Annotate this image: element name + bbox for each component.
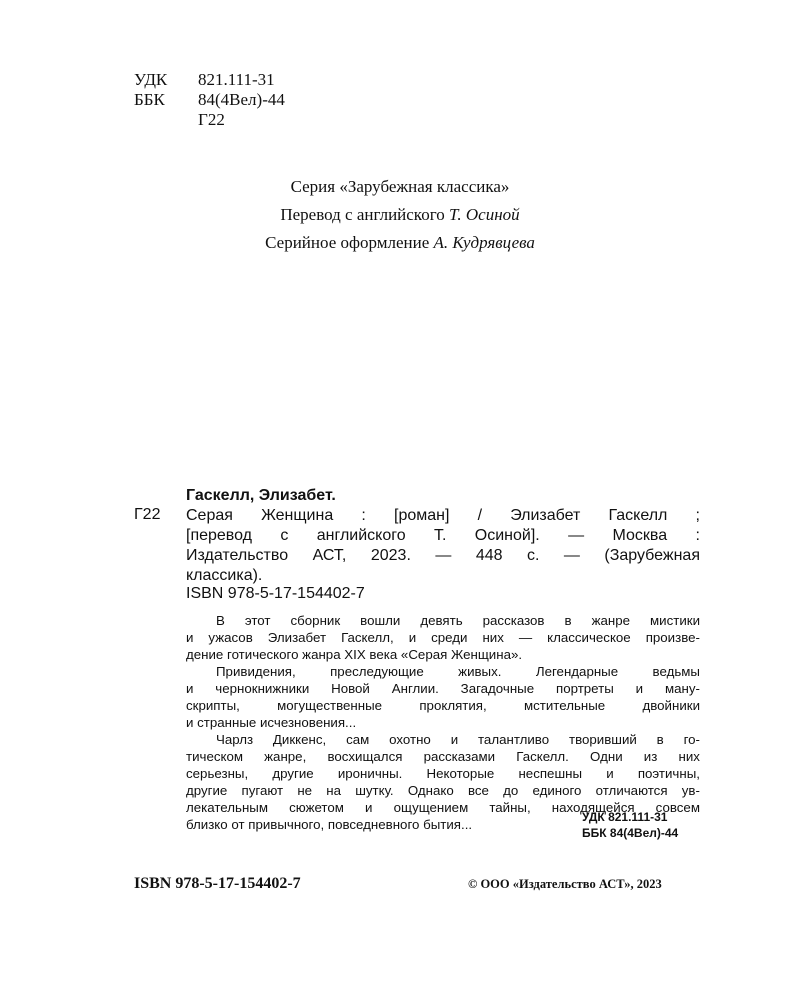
annotation-line: дение готического жанра XIX века «Серая Женщина».	[186, 647, 523, 662]
annotation-line: и чернокнижники Новой Англии. Загадочные портреты и ману-	[186, 681, 700, 696]
annotation-line: другие пугают не на шутку. Однако все до единого отличаются ув-	[186, 783, 700, 798]
annotation-bbk: ББК 84(4Вел)-44	[582, 826, 679, 840]
udk-value: 821.111-31	[198, 70, 275, 89]
annotation-line: близко от привычного, повседневного бытия...	[186, 817, 473, 832]
footer-copyright: © ООО «Издательство АСТ», 2023	[468, 877, 662, 891]
annotation	[186, 612, 700, 833]
translation-line	[0, 205, 800, 225]
bbk-value: 84(4Вел)-44	[198, 90, 285, 109]
annotation-line: лекательным сюжетом и ощущением тайны, находящейся совсем	[186, 800, 700, 815]
author-mark: Г22	[198, 110, 225, 129]
catalog-line: [перевод с английского Т. Осиной]. — Москва :	[186, 527, 700, 544]
design-prefix: Серийное оформление	[265, 233, 430, 252]
bbk-label: ББК	[134, 90, 165, 109]
catalog-line: классика).	[186, 567, 263, 584]
footer-isbn: ISBN 978-5-17-154402-7	[134, 875, 301, 892]
annotation-udk: УДК 821.111-31	[582, 810, 668, 824]
author-mark-row	[134, 110, 285, 130]
catalog-mark: Г22	[134, 506, 161, 523]
translation-prefix: Перевод с английского	[280, 205, 445, 224]
catalog-isbn: ISBN 978-5-17-154402-7	[186, 585, 365, 602]
catalog-line: Серая Женщина : [роман] / Элизабет Гаскелл ;	[186, 507, 700, 524]
bbk-row	[134, 90, 285, 110]
annotation-line: и ужасов Элизабет Гаскелл, и среди них — классическое произве-	[186, 630, 700, 645]
designer-name: А. Кудрявцева	[433, 233, 535, 252]
classification-codes	[134, 70, 285, 130]
catalog-line: Издательство АСТ, 2023. — 448 с. — (Зарубежная	[186, 547, 700, 564]
annotation-line: В этот сборник вошли девять рассказов в жанре мистики	[216, 613, 700, 628]
udk-label: УДК	[134, 70, 168, 89]
series-line	[0, 177, 800, 197]
annotation-codes	[582, 809, 678, 841]
annotation-line: Чарлз Диккенс, сам охотно и талантливо творивший в го-	[216, 732, 700, 747]
udk-row	[134, 70, 285, 90]
design-line	[0, 233, 800, 253]
annotation-line: тическом жанре, восхищался рассказами Гаскелл. Одни из них	[186, 749, 700, 764]
annotation-line: серьезны, другие ироничны. Некоторые неспешны и поэтичны,	[186, 766, 700, 781]
series-text: Серия «Зарубежная классика»	[290, 177, 510, 196]
catalog-author: Гаскелл, Элизабет.	[186, 487, 336, 504]
catalog-description	[186, 506, 700, 586]
annotation-line: скрипты, могущественные проклятия, мстительные двойники	[186, 698, 700, 713]
translator-name: Т. Осиной	[449, 205, 520, 224]
annotation-line: Привидения, преследующие живых. Легендарные ведьмы	[216, 664, 700, 679]
annotation-line: и странные исчезновения...	[186, 715, 357, 730]
